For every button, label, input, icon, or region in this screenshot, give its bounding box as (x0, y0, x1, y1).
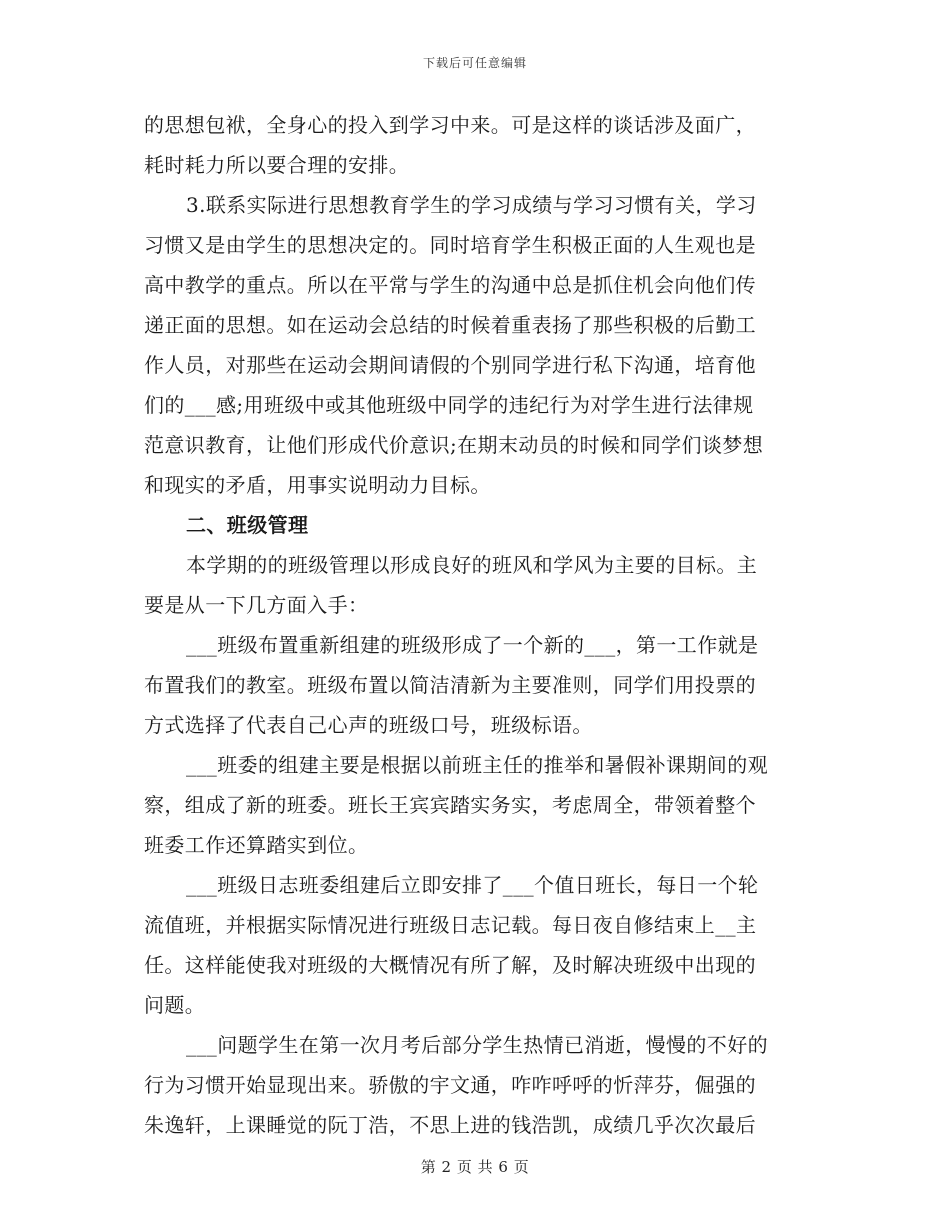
text-line: 任。这样能使我对班级的大概情况有所了解，及时解决班级中出现的 (144, 953, 756, 977)
text-line: 的思想包袱，全身心的投入到学习中来。可是这样的谈话涉及面广， (144, 113, 756, 137)
text-line: 范意识教育，让他们形成代价意识;在期末动员的时候和同学们谈梦想 (144, 433, 764, 457)
text-line: 问题。 (144, 993, 206, 1017)
paragraph-start-line: ___班级布置重新组建的班级形成了一个新的___，第一工作就是 (186, 633, 759, 657)
paragraph-start-line: ___班委的组建主要是根据以前班主任的推举和暑假补课期间的观 (186, 753, 768, 777)
section-heading: 二、班级管理 (186, 513, 309, 537)
text-line: 们的___感;用班级中或其他班级中同学的违纪行为对学生进行法律规 (144, 393, 754, 417)
text-line: 布置我们的教室。班级布置以简洁清新为主要准则，同学们用投票的 (144, 673, 756, 697)
paragraph-start-line: ___问题学生在第一次月考后部分学生热情已消逝，慢慢的不好的 (186, 1033, 768, 1057)
text-line: 方式选择了代表自己心声的班级口号，班级标语。 (144, 713, 593, 737)
text-line: 递正面的思想。如在运动会总结的时候着重表扬了那些积极的后勤工 (144, 313, 756, 337)
text-line: 班委工作还算踏实到位。 (144, 833, 369, 857)
paragraph-start-line: 本学期的的班级管理以形成良好的班风和学风为主要的目标。主 (186, 553, 758, 577)
text-line: 流值班，并根据实际情况进行班级日志记载。每日夜自修结束上__主 (144, 913, 757, 937)
text-line: 作人员，对那些在运动会期间请假的个别同学进行私下沟通，培育他 (144, 353, 756, 377)
text-line: 耗时耗力所以要合理的安排。 (144, 153, 410, 177)
text-line: 高中教学的重点。所以在平常与学生的沟通中总是抓住机会向他们传 (144, 273, 756, 297)
text-line: 朱逸轩，上课睡觉的阮丁浩，不思上进的钱浩凯，成绩几乎次次最后 (144, 1113, 756, 1137)
page-footer: 第 2 页 共 6 页 (420, 1158, 530, 1176)
document-body (144, 105, 806, 1145)
text-line: 要是从一下几方面入手： (144, 593, 369, 617)
text-line: 和现实的矛盾，用事实说明动力目标。 (144, 473, 491, 497)
paragraph-start-line: ___班级日志班委组建后立即安排了___个值日班长，每日一个轮 (186, 873, 759, 897)
text-line: 习惯又是由学生的思想决定的。同时培育学生积极正面的人生观也是 (144, 233, 756, 257)
paragraph-start-line: 3.联系实际进行思想教育学生的学习成绩与学习习惯有关，学习 (186, 193, 757, 217)
text-line: 察，组成了新的班委。班长王宾宾踏实务实，考虑周全，带领着整个 (144, 793, 756, 817)
text-line: 行为习惯开始显现出来。骄傲的宇文通，咋咋呼呼的忻萍芬，倔强的 (144, 1073, 756, 1097)
page-header: 下载后可任意编辑 (422, 56, 527, 70)
